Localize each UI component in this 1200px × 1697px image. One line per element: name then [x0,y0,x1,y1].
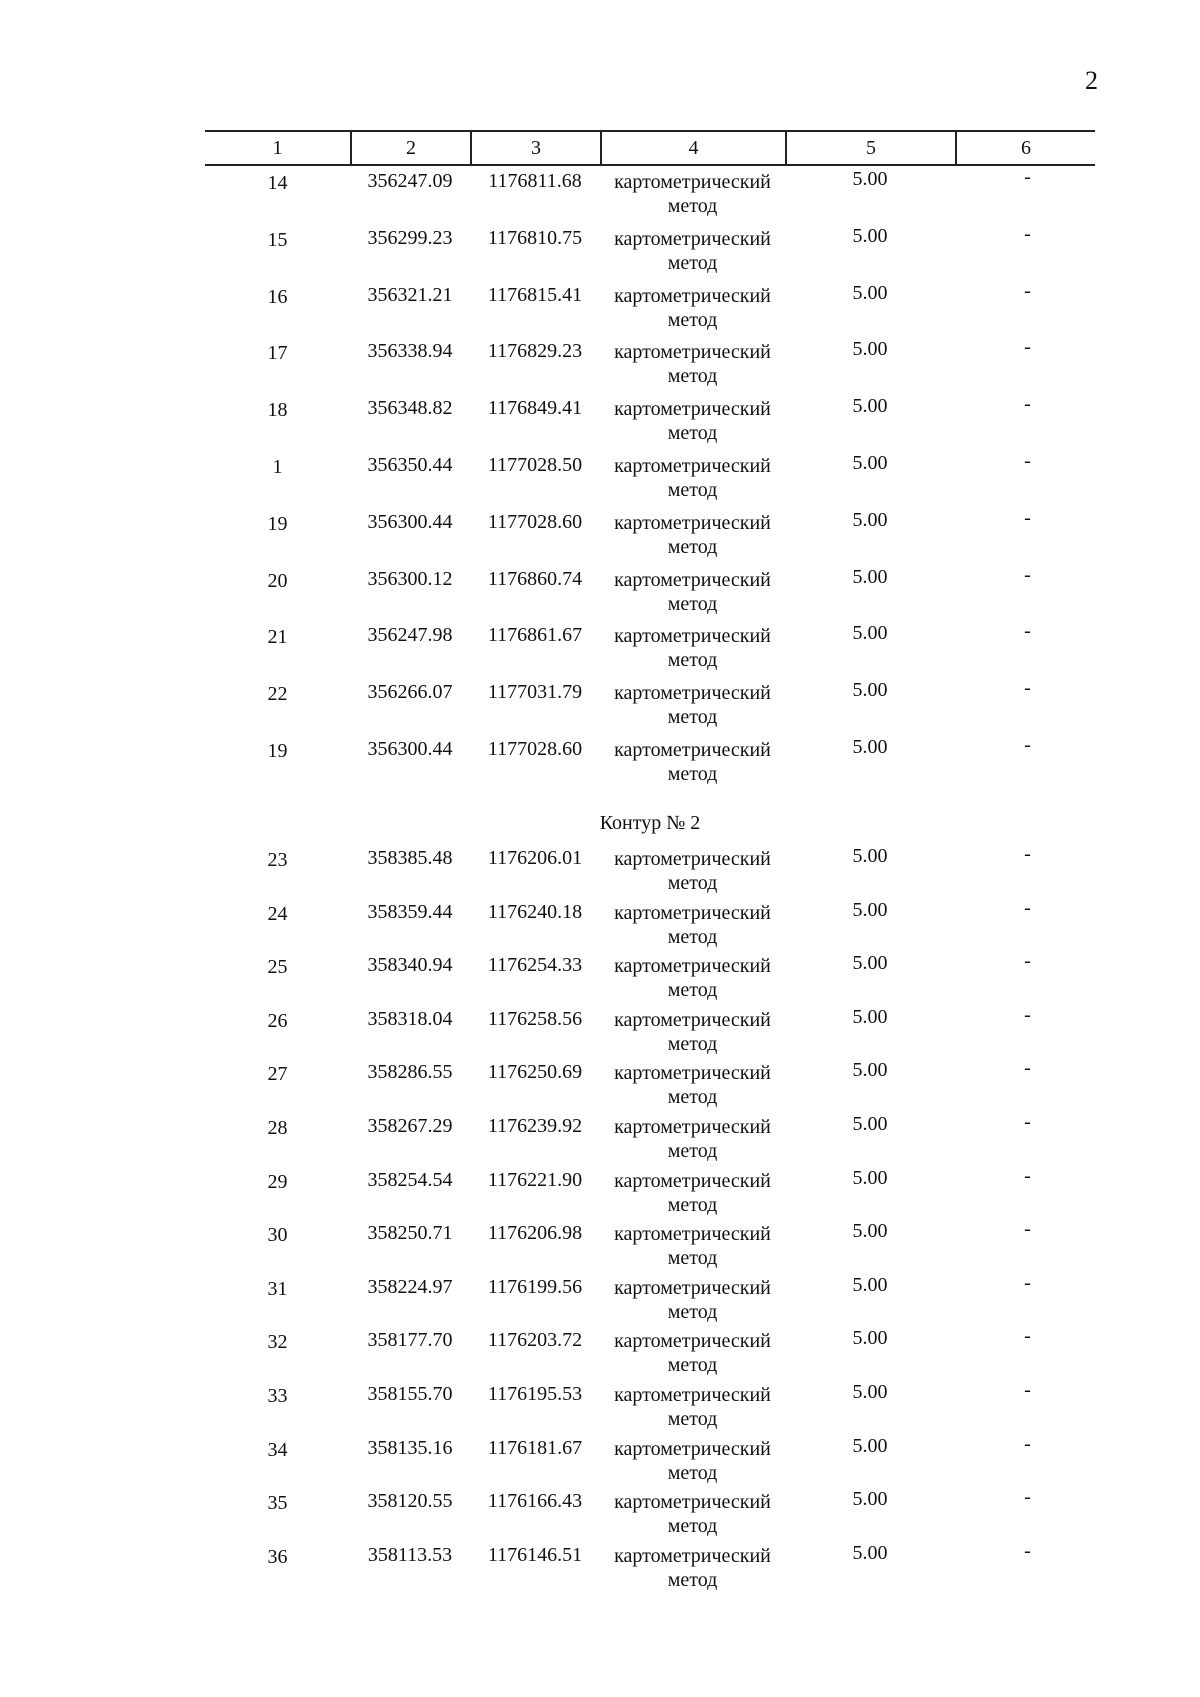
coord-y: 1176206.98 [487,1222,583,1245]
description: - [1024,1111,1031,1133]
point-number: 27 [267,1063,288,1086]
accuracy: 5.00 [852,395,888,418]
coord-x: 358155.70 [367,1383,453,1405]
method-line-1: картометрический [614,511,771,534]
description: - [1024,563,1031,586]
accuracy: 5.00 [852,1381,888,1403]
method-line-1: картометрический [614,568,771,591]
description: - [1024,336,1031,359]
method-line-1: картометрический [614,901,771,924]
accuracy: 5.00 [852,508,888,531]
table-row [205,950,1095,1004]
description: - [1024,1271,1031,1294]
coord-y: 1177028.50 [487,454,583,476]
accuracy: 5.00 [852,1220,888,1243]
coord-y: 1176811.68 [488,170,582,192]
method-line-2: метод [667,925,718,948]
method [600,1329,785,1377]
coord-x: 358177.70 [367,1329,453,1352]
accuracy: 5.00 [852,952,888,975]
table-row [205,336,1095,390]
method-line-1: картометрический [614,1330,771,1353]
table-row [205,506,1095,561]
method-line-1: картометрический [614,227,771,250]
coord-x: 358385.48 [367,847,453,869]
table-row [205,222,1095,277]
coord-x: 356300.44 [367,738,453,760]
accuracy: 5.00 [852,898,888,921]
method-line-1: картометрический [614,398,771,421]
coord-x: 358135.16 [367,1436,453,1459]
coord-x: 356247.98 [367,624,453,647]
table-row [205,677,1095,731]
table-row [205,1271,1095,1326]
coord-x: 358267.29 [367,1115,453,1137]
coord-x: 358224.97 [367,1275,453,1298]
method-line-1: картометрический [614,1062,771,1085]
method [600,170,785,218]
method-line-2: метод [667,479,718,501]
method-line-2: метод [667,1568,718,1591]
method-line-2: метод [667,195,718,217]
point-number: 33 [267,1385,288,1407]
method [600,624,785,672]
coord-y: 1176203.72 [487,1329,583,1352]
table-row [205,620,1095,674]
method-line-2: метод [667,979,718,1002]
coord-x: 356299.23 [367,226,453,249]
point-number: 30 [267,1224,288,1247]
table-row [205,1486,1095,1540]
description: - [1024,279,1031,302]
table-row [205,1379,1095,1433]
coord-y: 1176829.23 [487,340,583,363]
table-row [205,1432,1095,1487]
accuracy: 5.00 [852,1166,888,1189]
coord-y: 1176195.53 [487,1383,583,1405]
method-line-2: метод [667,365,718,388]
method [600,227,785,275]
point-number: 20 [267,569,288,592]
description: - [1024,393,1031,416]
point-number: 22 [267,683,288,706]
point-number: 34 [267,1438,288,1461]
method [600,901,785,949]
coord-y: 1176810.75 [487,226,583,249]
accuracy: 5.00 [852,1541,888,1564]
coord-y: 1176239.92 [487,1115,583,1137]
coord-y: 1176166.43 [487,1490,583,1513]
description: - [1024,1379,1031,1401]
method [600,681,785,729]
method [600,340,785,388]
description: - [1024,166,1031,188]
point-number: 25 [267,956,288,979]
accuracy: 5.00 [852,1113,888,1135]
header-col-5: 5 [785,132,955,164]
coord-y: 1176849.41 [487,397,583,420]
coord-x: 358254.54 [367,1168,453,1191]
accuracy: 5.00 [852,1059,888,1082]
coord-y: 1176250.69 [487,1061,583,1084]
method [600,397,785,445]
method-line-1: картометрический [614,739,771,761]
accuracy: 5.00 [852,622,888,645]
table-row [205,1003,1095,1058]
description: - [1024,222,1031,245]
description: - [1024,620,1031,643]
accuracy: 5.00 [852,1273,888,1296]
coord-y: 1176860.74 [487,567,583,590]
method [600,1061,785,1109]
description: - [1024,1164,1031,1187]
coord-y: 1176861.67 [487,624,583,647]
method [600,738,785,786]
point-number: 29 [267,1170,288,1193]
method [600,284,785,332]
method-line-1: картометрический [614,171,771,193]
method-line-1: картометрический [614,1384,771,1406]
accuracy: 5.00 [852,845,888,867]
coord-x: 356300.44 [367,510,453,533]
method-line-1: картометрический [614,625,771,648]
method-line-1: картометрический [614,284,771,307]
method-line-1: картометрический [614,1116,771,1138]
method-line-1: картометрический [614,1544,771,1567]
table-row [205,1164,1095,1219]
coord-x: 358340.94 [367,954,453,977]
method-line-1: картометрический [614,455,771,477]
coord-y: 1176240.18 [487,900,583,923]
coord-x: 356266.07 [367,681,453,704]
method-line-2: метод [667,872,718,894]
page-number: 2 [1085,66,1098,95]
method-line-2: метод [667,1140,718,1162]
method-line-2: метод [667,1515,718,1538]
description: - [1024,450,1031,472]
accuracy: 5.00 [852,679,888,702]
accuracy: 5.00 [852,1488,888,1511]
table-row [205,1325,1095,1379]
header-col-3: 3 [470,132,600,164]
point-number: 18 [267,399,288,422]
coord-x: 358359.44 [367,900,453,923]
coord-x: 358113.53 [367,1543,453,1566]
coord-x: 356321.21 [367,283,453,306]
accuracy: 5.00 [852,1005,888,1028]
table-row [205,1057,1095,1111]
accuracy: 5.00 [852,1434,888,1457]
coord-y: 1176181.67 [487,1436,583,1459]
method [600,1383,785,1431]
point-number: 31 [267,1277,288,1300]
coord-y: 1176221.90 [487,1168,583,1191]
method-line-2: метод [667,1300,718,1323]
method [600,1490,785,1538]
coord-y: 1176258.56 [487,1007,583,1030]
method-line-2: метод [667,308,718,331]
point-number: 19 [267,740,288,762]
description: - [1024,950,1031,973]
accuracy: 5.00 [852,224,888,247]
coord-x: 358120.55 [367,1490,453,1513]
method-line-1: картометрический [614,1276,771,1299]
accuracy: 5.00 [852,338,888,361]
method-line-1: картометрический [614,1008,771,1031]
coord-x: 356300.12 [367,567,453,590]
point-number: 1 [272,456,283,478]
method [600,1222,785,1270]
method-line-2: метод [667,1247,718,1270]
point-number: 15 [267,228,288,251]
description: - [1024,1486,1031,1509]
description: - [1024,1057,1031,1080]
method-line-2: метод [667,1086,718,1109]
method [600,1115,785,1163]
point-number: 19 [267,512,288,535]
point-number: 28 [267,1117,288,1139]
method [600,847,785,895]
section-title: Контур № 2 [599,812,701,834]
accuracy: 5.00 [852,281,888,304]
point-number: 35 [267,1492,288,1515]
table-row [205,1218,1095,1272]
table-row [205,843,1095,897]
method [600,1008,785,1056]
accuracy: 5.00 [852,736,888,758]
method [600,1544,785,1592]
method-line-1: картометрический [614,341,771,364]
accuracy: 5.00 [852,452,888,474]
description: - [1024,506,1031,529]
coord-x: 356350.44 [367,454,453,476]
method [600,1169,785,1217]
description: - [1024,677,1031,700]
description: - [1024,843,1031,865]
method [600,1276,785,1324]
method-line-2: метод [667,422,718,445]
description: - [1024,896,1031,919]
accuracy: 5.00 [852,565,888,588]
coord-x: 358318.04 [367,1007,453,1030]
method [600,1437,785,1485]
point-number: 36 [267,1545,288,1568]
accuracy: 5.00 [852,1327,888,1350]
table-row [205,1539,1095,1594]
description: - [1024,734,1031,756]
method-line-1: картометрический [614,955,771,978]
table-row [205,734,1095,788]
coord-y: 1177028.60 [487,738,583,760]
coord-y: 1176199.56 [487,1275,583,1298]
table-row [205,450,1095,504]
coord-y: 1176146.51 [487,1543,583,1566]
point-number: 14 [267,172,288,194]
method-line-1: картометрический [614,848,771,870]
header-col-4: 4 [600,132,785,164]
method-line-2: метод [667,592,718,615]
method-line-1: картометрический [614,1169,771,1192]
method-line-2: метод [667,535,718,558]
coord-x: 358250.71 [367,1222,453,1245]
method-line-2: метод [667,1354,718,1377]
description: - [1024,1003,1031,1026]
coord-y: 1176206.01 [487,847,583,869]
coord-x: 356247.09 [367,170,453,192]
method-line-2: метод [667,1032,718,1055]
method-line-2: метод [667,1408,718,1430]
description: - [1024,1218,1031,1241]
method [600,511,785,559]
method-line-2: метод [667,649,718,672]
description: - [1024,1432,1031,1455]
method-line-1: картометрический [614,1491,771,1514]
coord-y: 1176254.33 [487,954,583,977]
method-line-1: картометрический [614,1437,771,1460]
method-line-2: метод [667,763,718,785]
coord-y: 1176815.41 [487,283,583,306]
coord-x: 356338.94 [367,340,453,363]
method-line-1: картометрический [614,1223,771,1246]
header-col-1: 1 [272,137,283,159]
point-number: 16 [267,285,288,308]
coord-x: 356348.82 [367,397,453,420]
coord-x: 358286.55 [367,1061,453,1084]
description: - [1024,1539,1031,1562]
method [600,954,785,1002]
table-header [205,130,1095,166]
table-row [205,563,1095,618]
method-line-2: метод [667,1461,718,1484]
point-number: 26 [267,1009,288,1032]
method [600,568,785,616]
coord-y: 1177028.60 [487,510,583,533]
method-line-2: метод [667,1193,718,1216]
table-row [205,166,1095,220]
coord-y: 1177031.79 [487,681,583,704]
point-number: 21 [267,626,288,649]
method-line-1: картометрический [614,682,771,705]
header-col-6: 6 [955,132,1095,164]
point-number: 32 [267,1331,288,1354]
method-line-2: метод [667,251,718,274]
method [600,454,785,502]
point-number: 23 [267,849,288,871]
accuracy: 5.00 [852,168,888,190]
description: - [1024,1325,1031,1348]
point-number: 24 [267,902,288,925]
table-row [205,393,1095,447]
table-row [205,1111,1095,1165]
method-line-2: метод [667,706,718,729]
table-row [205,279,1095,334]
point-number: 17 [267,342,288,365]
table-row [205,896,1095,951]
header-col-2: 2 [350,132,470,164]
